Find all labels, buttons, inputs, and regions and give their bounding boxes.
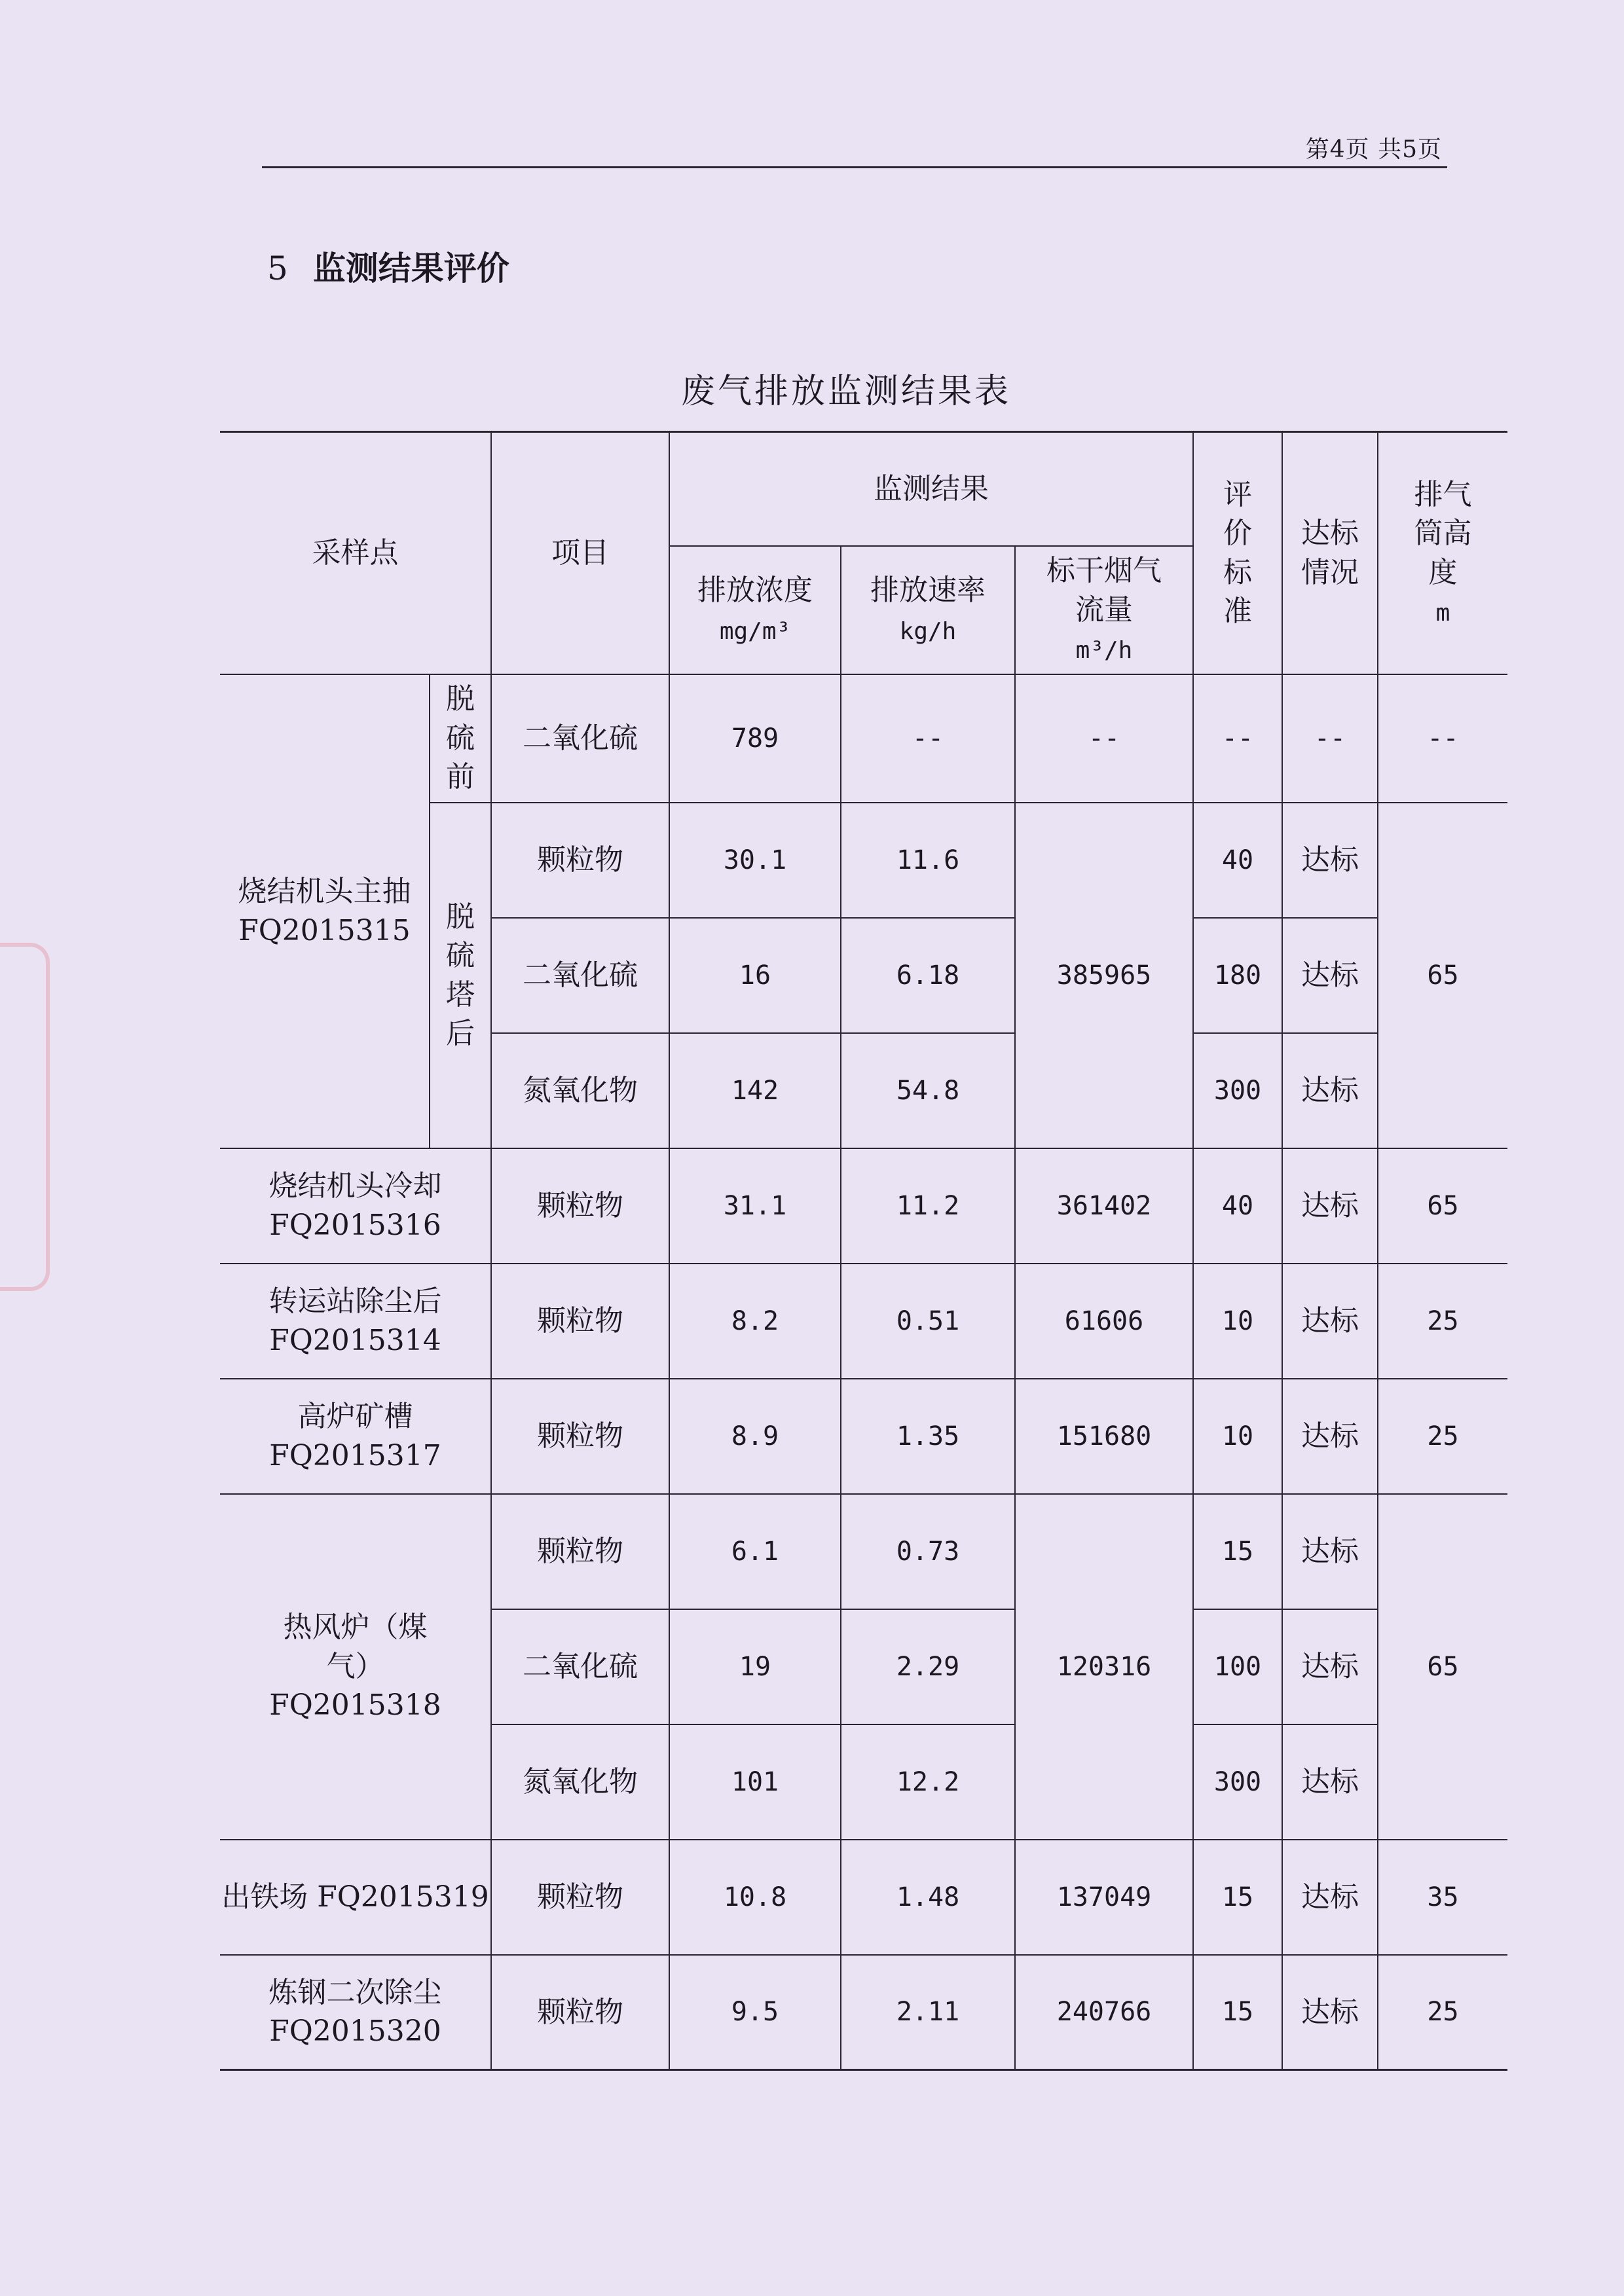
cell-status: 达标 — [1282, 918, 1378, 1033]
table-row — [220, 1494, 1507, 1609]
cell-status: 达标 — [1282, 1724, 1378, 1840]
point-transfer-station-text: 转运站除尘后 FQ2015314 — [268, 1285, 442, 1357]
cell-flow: 385965 — [1015, 803, 1193, 1148]
header-item: 项目 — [491, 432, 669, 674]
header-rate-unit: kg/h — [899, 617, 957, 645]
header-concentration-unit: mg/m³ — [719, 617, 791, 645]
cell-rate: 12.2 — [841, 1724, 1015, 1840]
header-results-group: 监测结果 — [669, 432, 1193, 546]
table-row — [220, 1148, 1507, 1264]
point-sinter-head-cooling — [220, 1148, 491, 1264]
cell-concentration: 19 — [669, 1609, 841, 1724]
header-rate-text: 排放速率 — [870, 574, 986, 608]
cell-status: 达标 — [1282, 1840, 1378, 1955]
table-header-row — [220, 432, 1507, 546]
cell-height: 25 — [1378, 1955, 1507, 2070]
point-sinter-head-cooling-text: 烧结机头冷却 FQ2015316 — [268, 1169, 442, 1242]
section-number: 5 — [267, 249, 288, 287]
cell-rate: 0.51 — [841, 1264, 1015, 1379]
cell-item: 颗粒物 — [491, 1379, 669, 1494]
header-rate — [841, 546, 1015, 674]
cell-standard: 40 — [1193, 1148, 1282, 1264]
cell-rate: 6.18 — [841, 918, 1015, 1033]
cell-item: 颗粒物 — [491, 1148, 669, 1264]
cell-concentration: 30.1 — [669, 803, 841, 918]
stage-before — [430, 674, 491, 803]
point-tapping-yard: 出铁场 FQ2015319 — [220, 1840, 491, 1955]
cell-rate: 1.35 — [841, 1379, 1015, 1494]
point-steelmaking-secondary — [220, 1955, 491, 2070]
point-blast-furnace-trough-text: 高炉矿槽 FQ2015317 — [269, 1400, 441, 1472]
cell-standard: 300 — [1193, 1724, 1282, 1840]
header-status — [1282, 432, 1378, 674]
cell-height: 65 — [1378, 803, 1507, 1148]
page-number: 第4页 共5页 — [1305, 136, 1442, 163]
header-standard-text: 评价标准 — [1223, 477, 1252, 629]
header-status-text: 达标情况 — [1301, 517, 1359, 589]
cell-status: -- — [1282, 674, 1378, 803]
cell-item: 二氧化硫 — [491, 674, 669, 803]
header-height — [1378, 432, 1507, 674]
cell-flow: 120316 — [1015, 1494, 1193, 1840]
cell-concentration: 8.9 — [669, 1379, 841, 1494]
point-hot-blast-stove — [220, 1494, 491, 1840]
cell-item: 颗粒物 — [491, 1494, 669, 1609]
cell-standard: 10 — [1193, 1264, 1282, 1379]
header-sampling-point: 采样点 — [220, 432, 491, 674]
cell-rate: 54.8 — [841, 1033, 1015, 1148]
point-transfer-station — [220, 1264, 491, 1379]
cell-standard: 15 — [1193, 1955, 1282, 2070]
cell-concentration: 31.1 — [669, 1148, 841, 1264]
cell-flow: 61606 — [1015, 1264, 1193, 1379]
cell-item: 二氧化硫 — [491, 918, 669, 1033]
cell-item: 颗粒物 — [491, 1840, 669, 1955]
cell-rate: 11.6 — [841, 803, 1015, 918]
cell-rate: 2.29 — [841, 1609, 1015, 1724]
cell-flow: 151680 — [1015, 1379, 1193, 1494]
section-title-text: 监测结果评价 — [312, 249, 509, 287]
table-row — [220, 1955, 1507, 2070]
header-flow — [1015, 546, 1193, 674]
cell-standard: 15 — [1193, 1494, 1282, 1609]
stage-before-text: 脱硫前 — [445, 682, 475, 794]
cell-concentration: 10.8 — [669, 1840, 841, 1955]
cell-flow: 361402 — [1015, 1148, 1193, 1264]
cell-flow: -- — [1015, 674, 1193, 803]
cell-item: 颗粒物 — [491, 1955, 669, 2070]
cell-concentration: 9.5 — [669, 1955, 841, 2070]
cell-height: 25 — [1378, 1264, 1507, 1379]
table-row — [220, 1264, 1507, 1379]
table-row — [220, 674, 1507, 803]
cell-flow: 137049 — [1015, 1840, 1193, 1955]
cell-status: 达标 — [1282, 1379, 1378, 1494]
cell-status: 达标 — [1282, 1955, 1378, 2070]
cell-standard: 300 — [1193, 1033, 1282, 1148]
table-title: 废气排放监测结果表 — [681, 372, 1012, 411]
cell-flow: 240766 — [1015, 1955, 1193, 2070]
point-sinter-head-main-text: 烧结机头主抽 FQ2015315 — [238, 875, 411, 947]
point-blast-furnace-trough — [220, 1379, 491, 1494]
cell-height: 25 — [1378, 1379, 1507, 1494]
cell-status: 达标 — [1282, 1148, 1378, 1264]
header-flow-text: 标干烟气流量 — [1046, 554, 1162, 627]
cell-concentration: 789 — [669, 674, 841, 803]
cell-standard: 100 — [1193, 1609, 1282, 1724]
cell-item: 颗粒物 — [491, 803, 669, 918]
cell-concentration: 8.2 — [669, 1264, 841, 1379]
cell-status: 达标 — [1282, 803, 1378, 918]
header-flow-unit: m³/h — [1075, 637, 1133, 665]
cell-item: 氮氧化物 — [491, 1724, 669, 1840]
cell-rate: 2.11 — [841, 1955, 1015, 2070]
cell-concentration: 6.1 — [669, 1494, 841, 1609]
point-hot-blast-stove-text: 热风炉（煤气） FQ2015318 — [269, 1611, 441, 1722]
header-height-text: 排气筒高度 — [1414, 477, 1472, 589]
cell-item: 颗粒物 — [491, 1264, 669, 1379]
cell-concentration: 101 — [669, 1724, 841, 1840]
cell-height: 35 — [1378, 1840, 1507, 1955]
cell-rate: 0.73 — [841, 1494, 1015, 1609]
cell-concentration: 142 — [669, 1033, 841, 1148]
cell-height: 65 — [1378, 1148, 1507, 1264]
header-concentration — [669, 546, 841, 674]
cell-standard: 10 — [1193, 1379, 1282, 1494]
cell-standard: -- — [1193, 674, 1282, 803]
point-steelmaking-secondary-text: 炼钢二次除尘 FQ2015320 — [268, 1975, 442, 2049]
cell-concentration: 16 — [669, 918, 841, 1033]
cell-standard: 40 — [1193, 803, 1282, 918]
stage-after — [430, 803, 491, 1148]
header-concentration-text: 排放浓度 — [697, 574, 813, 608]
cell-status: 达标 — [1282, 1494, 1378, 1609]
section-heading — [267, 242, 509, 289]
table-row — [220, 1840, 1507, 1955]
cell-rate: 11.2 — [841, 1148, 1015, 1264]
cell-status: 达标 — [1282, 1033, 1378, 1148]
cell-rate: 1.48 — [841, 1840, 1015, 1955]
red-stamp-mark — [0, 943, 50, 1291]
stage-after-text: 脱硫塔后 — [445, 900, 475, 1050]
header-standard — [1193, 432, 1282, 674]
cell-status: 达标 — [1282, 1264, 1378, 1379]
cell-item: 氮氧化物 — [491, 1033, 669, 1148]
page-header — [262, 128, 1447, 168]
point-sinter-head-main — [220, 674, 430, 1148]
table-row — [220, 1379, 1507, 1494]
cell-height: -- — [1378, 674, 1507, 803]
emission-results-table — [220, 431, 1507, 2071]
cell-standard: 180 — [1193, 918, 1282, 1033]
cell-rate: -- — [841, 674, 1015, 803]
cell-standard: 15 — [1193, 1840, 1282, 1955]
cell-item: 二氧化硫 — [491, 1609, 669, 1724]
cell-height: 65 — [1378, 1494, 1507, 1840]
cell-status: 达标 — [1282, 1609, 1378, 1724]
header-height-unit: m — [1435, 600, 1450, 627]
